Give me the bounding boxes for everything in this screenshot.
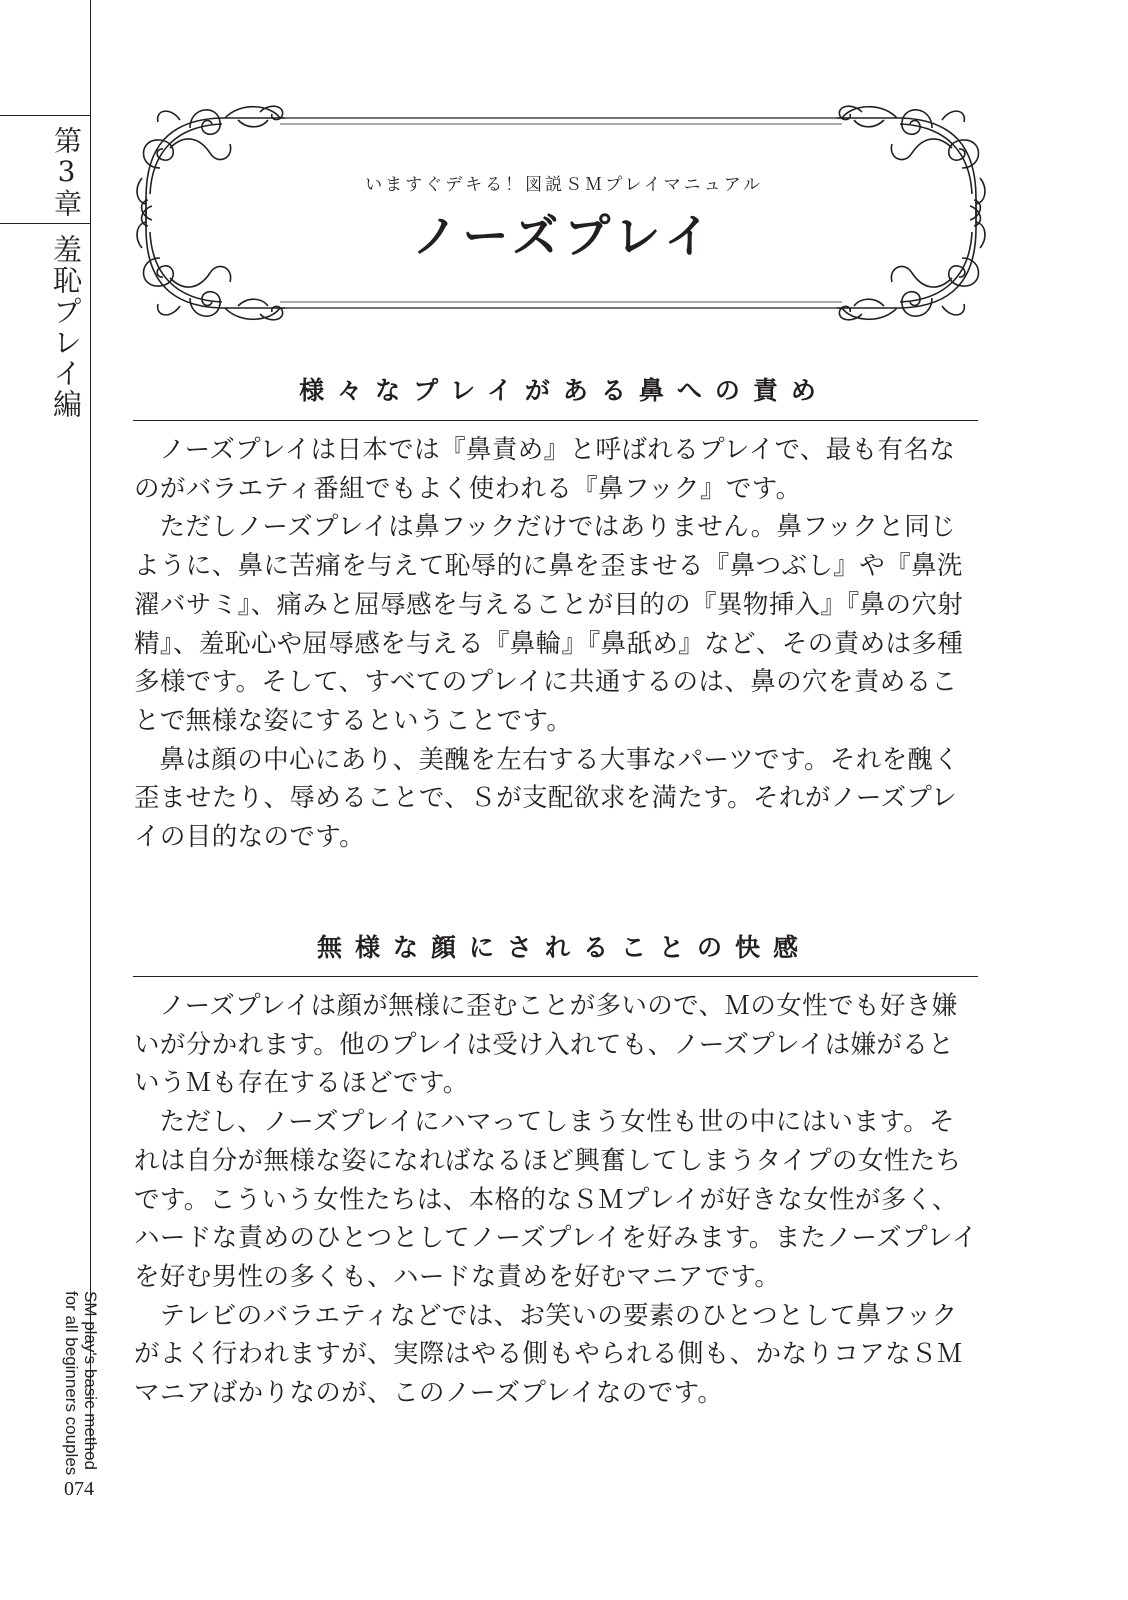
- part-title: 羞恥プレイ編: [49, 234, 83, 420]
- section-heading-2: 無様な顔にされることの快感: [316, 933, 811, 962]
- side-english-line-1: SM play's basic method: [81, 1291, 100, 1470]
- paragraph: ノーズプレイは顔が無様に歪むことが多いので、Ｍの女性でも好き嫌いが分かれます。他のプレイは受け入れても、ノーズプレイは嫌がるというＭも存在するほどです。: [134, 991, 958, 1099]
- section-heading-1: 様々なプレイがある鼻への責め: [299, 376, 829, 405]
- section-rule-2: [133, 976, 978, 977]
- section-body-2: [134, 987, 979, 1413]
- side-english-line-2: for all beginners couples: [62, 1291, 81, 1476]
- paragraph: 鼻は顔の中心にあり、美醜を左右する大事なパーツです。それを醜く歪ませたり、辱めることで、Ｓが支配欲求を満たす。それがノーズプレイの目的なのです。: [134, 744, 960, 853]
- chapter-label: 第3章: [50, 126, 83, 218]
- section-rule-1: [133, 420, 978, 421]
- paragraph: テレビのバラエティなどでは、お笑いの要素のひとつとして鼻フックがよく行われますが、実際はやる側もやられる側も、かなりコアなＳＭマニアばかりなのが、このノーズプレイなのです。: [134, 1300, 963, 1409]
- book-subtitle: いますぐデキる！図説ＳＭプレイマニュアル: [365, 175, 763, 195]
- paragraph: ノーズプレイは日本では『鼻責め』と呼ばれるプレイで、最も有名なのがバラエティ番組でもよく使われる『鼻フック』です。: [134, 435, 956, 504]
- page-number: 074: [64, 1478, 94, 1500]
- side-english-caption: [60, 1291, 100, 1475]
- paragraph: ただし、ノーズプレイにハマってしまう女性も世の中にはいます。それは自分が無様な姿になればなるほど興奮してしまうタイプの女性たちです。こういう女性たちは、本格的なＳＭプレイが好きな女性が多く、ハードな責めのひとつとしてノーズプレイを好みます。またノーズプレイを好む男性の多くも、ハードな責めを好むマニアです。: [134, 1107, 978, 1292]
- paragraph: ただしノーズプレイは鼻フックだけではありません。鼻フックと同じように、鼻に苦痛を与えて恥辱的に鼻を歪ませる『鼻つぶし』や『鼻洗濯バサミ』、痛みと屈辱感を与えることが目的の『異物挿入』『鼻の穴射精』、羞恥心や屈辱感を与える『鼻輪』『鼻舐め』など、その責めは多種多様です。そして、すべてのプレイに共通するのは、鼻の穴を責めることで無様な姿にするということです。: [134, 512, 964, 736]
- section-body-1: [134, 431, 979, 857]
- page-title: ノーズプレイ: [411, 209, 717, 263]
